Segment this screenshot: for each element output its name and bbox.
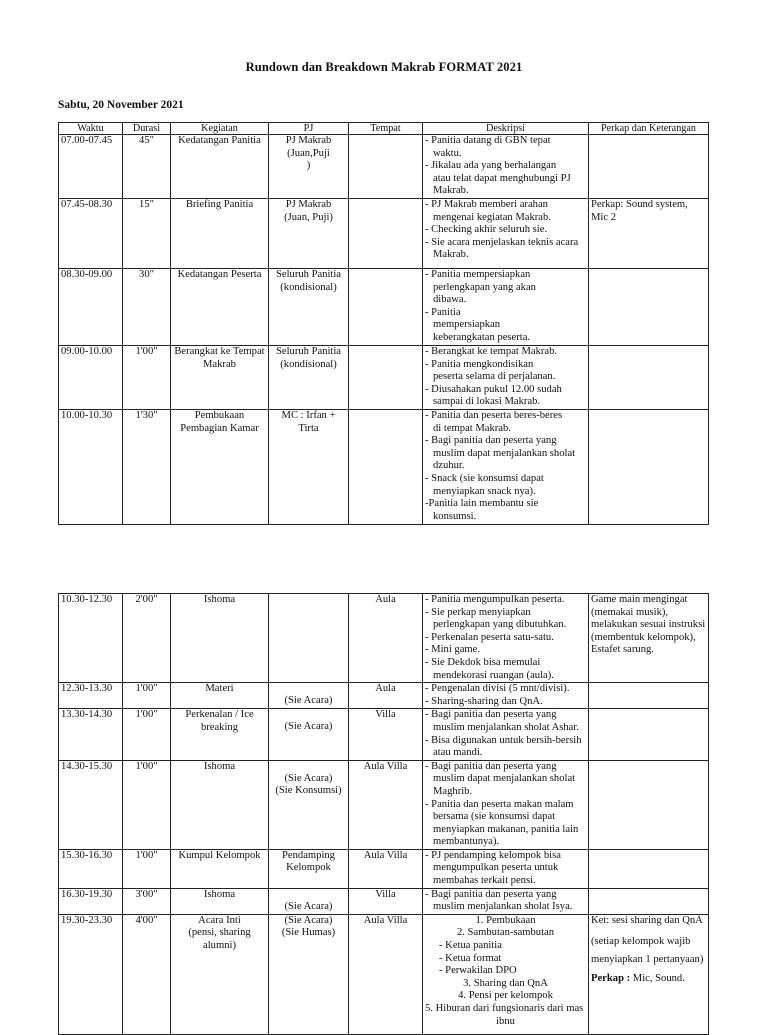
- cell-pj: [269, 914, 349, 1034]
- cell-waktu: 12.30-13.30: [59, 683, 123, 709]
- deskripsi-line: muslim menjalankan sholat Ashar.: [433, 721, 579, 733]
- cell-tempat: [349, 409, 423, 524]
- table-row: [59, 198, 709, 268]
- deskripsi-line: - Panitia dan peserta makan malam: [425, 798, 574, 810]
- deskripsi-line: - Panitia mempersiapkan: [425, 268, 531, 280]
- cell-perkap: [589, 409, 709, 524]
- cell-waktu: 14.30-15.30: [59, 760, 123, 849]
- cell-waktu: 09.00-10.00: [59, 345, 123, 409]
- deskripsi-line: - Jikalau ada yang berhalangan: [425, 160, 557, 172]
- cell-durasi: 1'00": [123, 709, 171, 760]
- pj-line: MC : Irfan +: [281, 409, 336, 421]
- deskripsi-line: - PJ Makrab memberi arahan: [425, 198, 548, 210]
- deskripsi-line: - Panitia: [425, 306, 461, 318]
- pj-line: (Sie Humas): [281, 927, 336, 939]
- deskripsi-line: mendekorasi ruangan (aula).: [433, 669, 554, 681]
- schedule-table-1: [58, 122, 709, 525]
- cell-kegiatan: Ishoma: [171, 760, 269, 849]
- cell-kegiatan: Berangkat ke Tempat Makrab: [171, 345, 269, 409]
- document-date: Sabtu, 20 November 2021: [58, 99, 184, 111]
- table-row: [59, 268, 709, 345]
- pj-line: (Juan, Puji): [284, 211, 333, 223]
- cell-durasi: 15": [123, 198, 171, 268]
- keterangan-perkap: [591, 973, 706, 986]
- cell-kegiatan: Kedatangan Panitia: [171, 135, 269, 199]
- cell-perkap: [589, 268, 709, 345]
- table-row: [59, 409, 709, 524]
- table-header-row: [59, 123, 709, 135]
- agenda-item: 2. Sambutan-sambutan: [456, 927, 555, 939]
- cell-deskripsi: [423, 198, 589, 268]
- keterangan-kelompok: (setiap kelompok wajib menyiapkan 1 pertanyaan): [591, 936, 704, 966]
- cell-perkap: [589, 914, 709, 1034]
- cell-pj: [269, 594, 349, 683]
- pj-line: Seluruh Panitia: [275, 345, 342, 357]
- cell-deskripsi: [423, 268, 589, 345]
- cell-durasi: 2'00": [123, 594, 171, 683]
- cell-pj: [269, 849, 349, 888]
- deskripsi-line: bersama (sie konsumsi dapat: [433, 811, 556, 823]
- deskripsi-line: keberangkatan peserta.: [433, 331, 531, 343]
- cell-pj: [269, 345, 349, 409]
- table-row: [59, 709, 709, 760]
- header-durasi: Durasi: [123, 123, 171, 135]
- table-row: [59, 683, 709, 709]
- deskripsi-line: - Sharing-sharing dan QnA.: [425, 695, 543, 707]
- cell-deskripsi: [423, 409, 589, 524]
- cell-durasi: 1'00": [123, 849, 171, 888]
- cell-pj: [269, 268, 349, 345]
- cell-perkap: [589, 888, 709, 914]
- deskripsi-line: membantunya).: [433, 836, 500, 848]
- keterangan-sesi: Ket: sesi sharing dan QnA: [591, 914, 703, 926]
- cell-pj: [269, 760, 349, 849]
- cell-durasi: 1'30": [123, 409, 171, 524]
- cell-durasi: 45": [123, 135, 171, 199]
- kegiatan-line: Acara Inti: [198, 914, 241, 926]
- deskripsi-line: - Berangkat ke tempat Makrab.: [425, 345, 558, 357]
- deskripsi-line: - Bagi panitia dan peserta yang: [425, 435, 557, 447]
- cell-tempat: Aula: [349, 683, 423, 709]
- cell-tempat: [349, 268, 423, 345]
- cell-pj: [269, 198, 349, 268]
- deskripsi-line: - PJ pendamping kelompok bisa: [425, 849, 561, 861]
- pj-line: (Sie Acara): [284, 900, 333, 912]
- cell-deskripsi: [423, 760, 589, 849]
- cell-deskripsi: [423, 594, 589, 683]
- deskripsi-line: - Perkenalan peserta satu-satu.: [425, 631, 554, 643]
- deskripsi-line: atau telat dapat menghubungi PJ: [433, 172, 571, 184]
- pj-line: Kelompok: [286, 862, 331, 874]
- cell-tempat: [349, 135, 423, 199]
- deskripsi-line: - Mini game.: [425, 644, 481, 656]
- cell-perkap: [589, 709, 709, 760]
- cell-deskripsi: [423, 888, 589, 914]
- deskripsi-line: - Bisa digunakan untuk bersih-bersih: [425, 734, 582, 746]
- deskripsi-line: atau mandi.: [433, 747, 483, 759]
- cell-kegiatan: Ishoma: [171, 888, 269, 914]
- cell-pj: [269, 409, 349, 524]
- deskripsi-line: muslim dapat menjalankan sholat: [433, 773, 576, 785]
- cell-durasi: 4'00": [123, 914, 171, 1034]
- cell-waktu: 19.30-23.30: [59, 914, 123, 1034]
- pj-line: (Juan,Puji: [287, 147, 330, 159]
- cell-kegiatan: Materi: [171, 683, 269, 709]
- cell-pj: [269, 709, 349, 760]
- deskripsi-line: Makrab.: [433, 185, 469, 197]
- cell-deskripsi: [423, 709, 589, 760]
- deskripsi-line: mengumpulkan peserta untuk: [433, 862, 559, 874]
- document-title: Rundown dan Breakdown Makrab FORMAT 2021: [245, 60, 523, 74]
- cell-waktu: 15.30-16.30: [59, 849, 123, 888]
- pj-line: PJ Makrab: [285, 135, 332, 146]
- pj-line: (Sie Konsumsi): [275, 785, 342, 797]
- deskripsi-line: peserta selama di perjalanan.: [433, 371, 556, 383]
- cell-tempat: Aula: [349, 594, 423, 683]
- deskripsi-line: dibawa.: [433, 294, 467, 306]
- table-row: [59, 135, 709, 199]
- deskripsi-line: perlengkapan yang akan: [433, 281, 536, 293]
- perkap-label: Perkap :: [591, 973, 631, 985]
- header-deskripsi: Deskripsi: [423, 123, 589, 135]
- deskripsi-line: di tempat Makrab.: [433, 422, 511, 434]
- agenda-subitem: - Ketua panitia: [439, 940, 502, 952]
- cell-kegiatan: [171, 914, 269, 1034]
- deskripsi-line: - Sie Dekdok bisa memulai: [425, 656, 541, 668]
- deskripsi-line: - Pengenalan divisi (5 mnt/divisi).: [425, 683, 570, 695]
- agenda-item: 1. Pembukaan: [475, 914, 536, 926]
- pj-line: PJ Makrab: [285, 198, 332, 210]
- deskripsi-line: - Bagi panitia dan peserta yang: [425, 760, 557, 772]
- cell-deskripsi: [423, 914, 589, 1034]
- cell-waktu: 16.30-19.30: [59, 888, 123, 914]
- cell-tempat: [349, 345, 423, 409]
- cell-kegiatan: Kumpul Kelompok: [171, 849, 269, 888]
- agenda-item: 5. Hiburan dari fungsionaris dari mas: [425, 1003, 584, 1014]
- cell-kegiatan: Ishoma: [171, 594, 269, 683]
- deskripsi-line: mengenai kegiatan Makrab.: [433, 211, 551, 223]
- cell-deskripsi: [423, 345, 589, 409]
- cell-waktu: 07.45-08.30: [59, 198, 123, 268]
- deskripsi-line: mempersiapkan: [433, 319, 501, 331]
- perkap-value: Mic, Sound.: [630, 973, 685, 985]
- cell-tempat: [349, 198, 423, 268]
- header-kegiatan: Kegiatan: [171, 123, 269, 135]
- cell-waktu: 10.00-10.30: [59, 409, 123, 524]
- deskripsi-line: waktu.: [433, 147, 462, 159]
- cell-kegiatan: Pembukaan Pembagian Kamar: [171, 409, 269, 524]
- cell-deskripsi: [423, 135, 589, 199]
- deskripsi-line: - Bagi panitia dan peserta yang: [425, 888, 557, 900]
- table-row: [59, 760, 709, 849]
- cell-perkap: Game main mengingat (memakai musik), melakukan sesuai instruksi (membentuk kelompok), Estafet sarung.: [589, 594, 709, 683]
- deskripsi-line: perlengkapan yang dibutuhkan.: [433, 619, 567, 631]
- deskripsi-line: - Diusahakan pukul 12.00 sudah: [425, 383, 562, 395]
- cell-tempat: Aula Villa: [349, 849, 423, 888]
- deskripsi-line: Makrab.: [433, 249, 469, 261]
- kegiatan-line: alumni): [203, 940, 236, 952]
- header-pj: PJ: [269, 123, 349, 135]
- deskripsi-line: menyiapkan snack nya).: [433, 485, 536, 497]
- schedule-table-2: [58, 593, 709, 1035]
- cell-waktu: 07.00-07.45: [59, 135, 123, 199]
- deskripsi-line: - Panitia datang di GBN tepat: [425, 135, 551, 146]
- deskripsi-line: - Panitia mengumpulkan peserta.: [425, 594, 565, 605]
- cell-tempat: Aula Villa: [349, 914, 423, 1034]
- pj-line: (kondisional): [280, 281, 337, 293]
- table-row: [59, 345, 709, 409]
- cell-kegiatan: Kedatangan Peserta: [171, 268, 269, 345]
- deskripsi-line: - Snack (sie konsumsi dapat: [425, 472, 544, 484]
- header-perkap: Perkap dan Keterangan: [589, 123, 709, 135]
- cell-pj: [269, 888, 349, 914]
- deskripsi-line: - Sie acara menjelaskan teknis acara: [425, 236, 579, 248]
- cell-deskripsi: [423, 849, 589, 888]
- pj-line: (Sie Acara): [284, 772, 333, 784]
- cell-durasi: 3'00": [123, 888, 171, 914]
- deskripsi-line: sampai di lokasi Makrab.: [433, 396, 541, 408]
- table-row: [59, 594, 709, 683]
- deskripsi-line: Maghrib.: [433, 785, 473, 797]
- kegiatan-line: (pensi, sharing: [188, 927, 251, 939]
- cell-pj: [269, 683, 349, 709]
- cell-perkap: [589, 849, 709, 888]
- deskripsi-line: menyiapkan makanan, panitia lain: [433, 823, 579, 835]
- agenda-subitem: - Perwakilan DPO: [439, 965, 517, 977]
- cell-durasi: 1'00": [123, 760, 171, 849]
- cell-perkap: [589, 345, 709, 409]
- cell-kegiatan: Briefing Panitia: [171, 198, 269, 268]
- cell-perkap: [589, 760, 709, 849]
- pj-line: ): [306, 160, 311, 172]
- pj-line: Tirta: [298, 422, 319, 434]
- agenda-subitem: - Ketua format: [439, 952, 502, 964]
- cell-durasi: 1'00": [123, 345, 171, 409]
- pj-line: Seluruh Panitia: [275, 268, 342, 280]
- deskripsi-line: - Bagi panitia dan peserta yang: [425, 709, 557, 721]
- table-row: [59, 914, 709, 1034]
- cell-tempat: Villa: [349, 888, 423, 914]
- cell-perkap: Perkap: Sound system, Mic 2: [589, 198, 709, 268]
- deskripsi-line: membahas terkait pensi.: [433, 875, 536, 887]
- table-row: [59, 888, 709, 914]
- cell-waktu: 13.30-14.30: [59, 709, 123, 760]
- cell-durasi: 1'00": [123, 683, 171, 709]
- pj-line: (Sie Acara): [284, 914, 333, 926]
- pj-line: (Sie Acara): [284, 721, 333, 733]
- agenda-item: 3. Sharing dan QnA: [463, 977, 548, 989]
- deskripsi-line: -Panitia lain membantu sie: [425, 498, 539, 510]
- cell-deskripsi: [423, 683, 589, 709]
- header-waktu: Waktu: [59, 123, 123, 135]
- pj-line: Pendamping: [282, 849, 335, 861]
- agenda-item: ibnu: [496, 1015, 515, 1027]
- header-tempat: Tempat: [349, 123, 423, 135]
- cell-waktu: 10.30-12.30: [59, 594, 123, 683]
- cell-pj: [269, 135, 349, 199]
- pj-line: (kondisional): [280, 358, 337, 370]
- deskripsi-line: - Checking akhir seluruh sie.: [425, 224, 548, 236]
- cell-waktu: 08.30-09.00: [59, 268, 123, 345]
- deskripsi-line: muslim dapat menjalankan sholat: [433, 447, 576, 459]
- cell-tempat: Aula Villa: [349, 760, 423, 849]
- table-row: [59, 849, 709, 888]
- deskripsi-line: - Sie perkap menyiapkan: [425, 606, 531, 618]
- cell-perkap: [589, 683, 709, 709]
- deskripsi-line: - Panitia mengkondisikan: [425, 358, 534, 370]
- deskripsi-line: muslim menjalankan sholat Isya.: [433, 901, 573, 913]
- cell-perkap: [589, 135, 709, 199]
- deskripsi-line: dzuhur.: [433, 460, 465, 472]
- pj-line: (Sie Acara): [284, 695, 333, 707]
- cell-kegiatan: Perkenalan / Ice breaking: [171, 709, 269, 760]
- cell-durasi: 30": [123, 268, 171, 345]
- deskripsi-line: - Panitia dan peserta beres-beres: [425, 409, 563, 421]
- cell-tempat: Villa: [349, 709, 423, 760]
- deskripsi-line: konsumsi.: [433, 510, 477, 522]
- agenda-item: 4. Pensi per kelompok: [458, 990, 553, 1002]
